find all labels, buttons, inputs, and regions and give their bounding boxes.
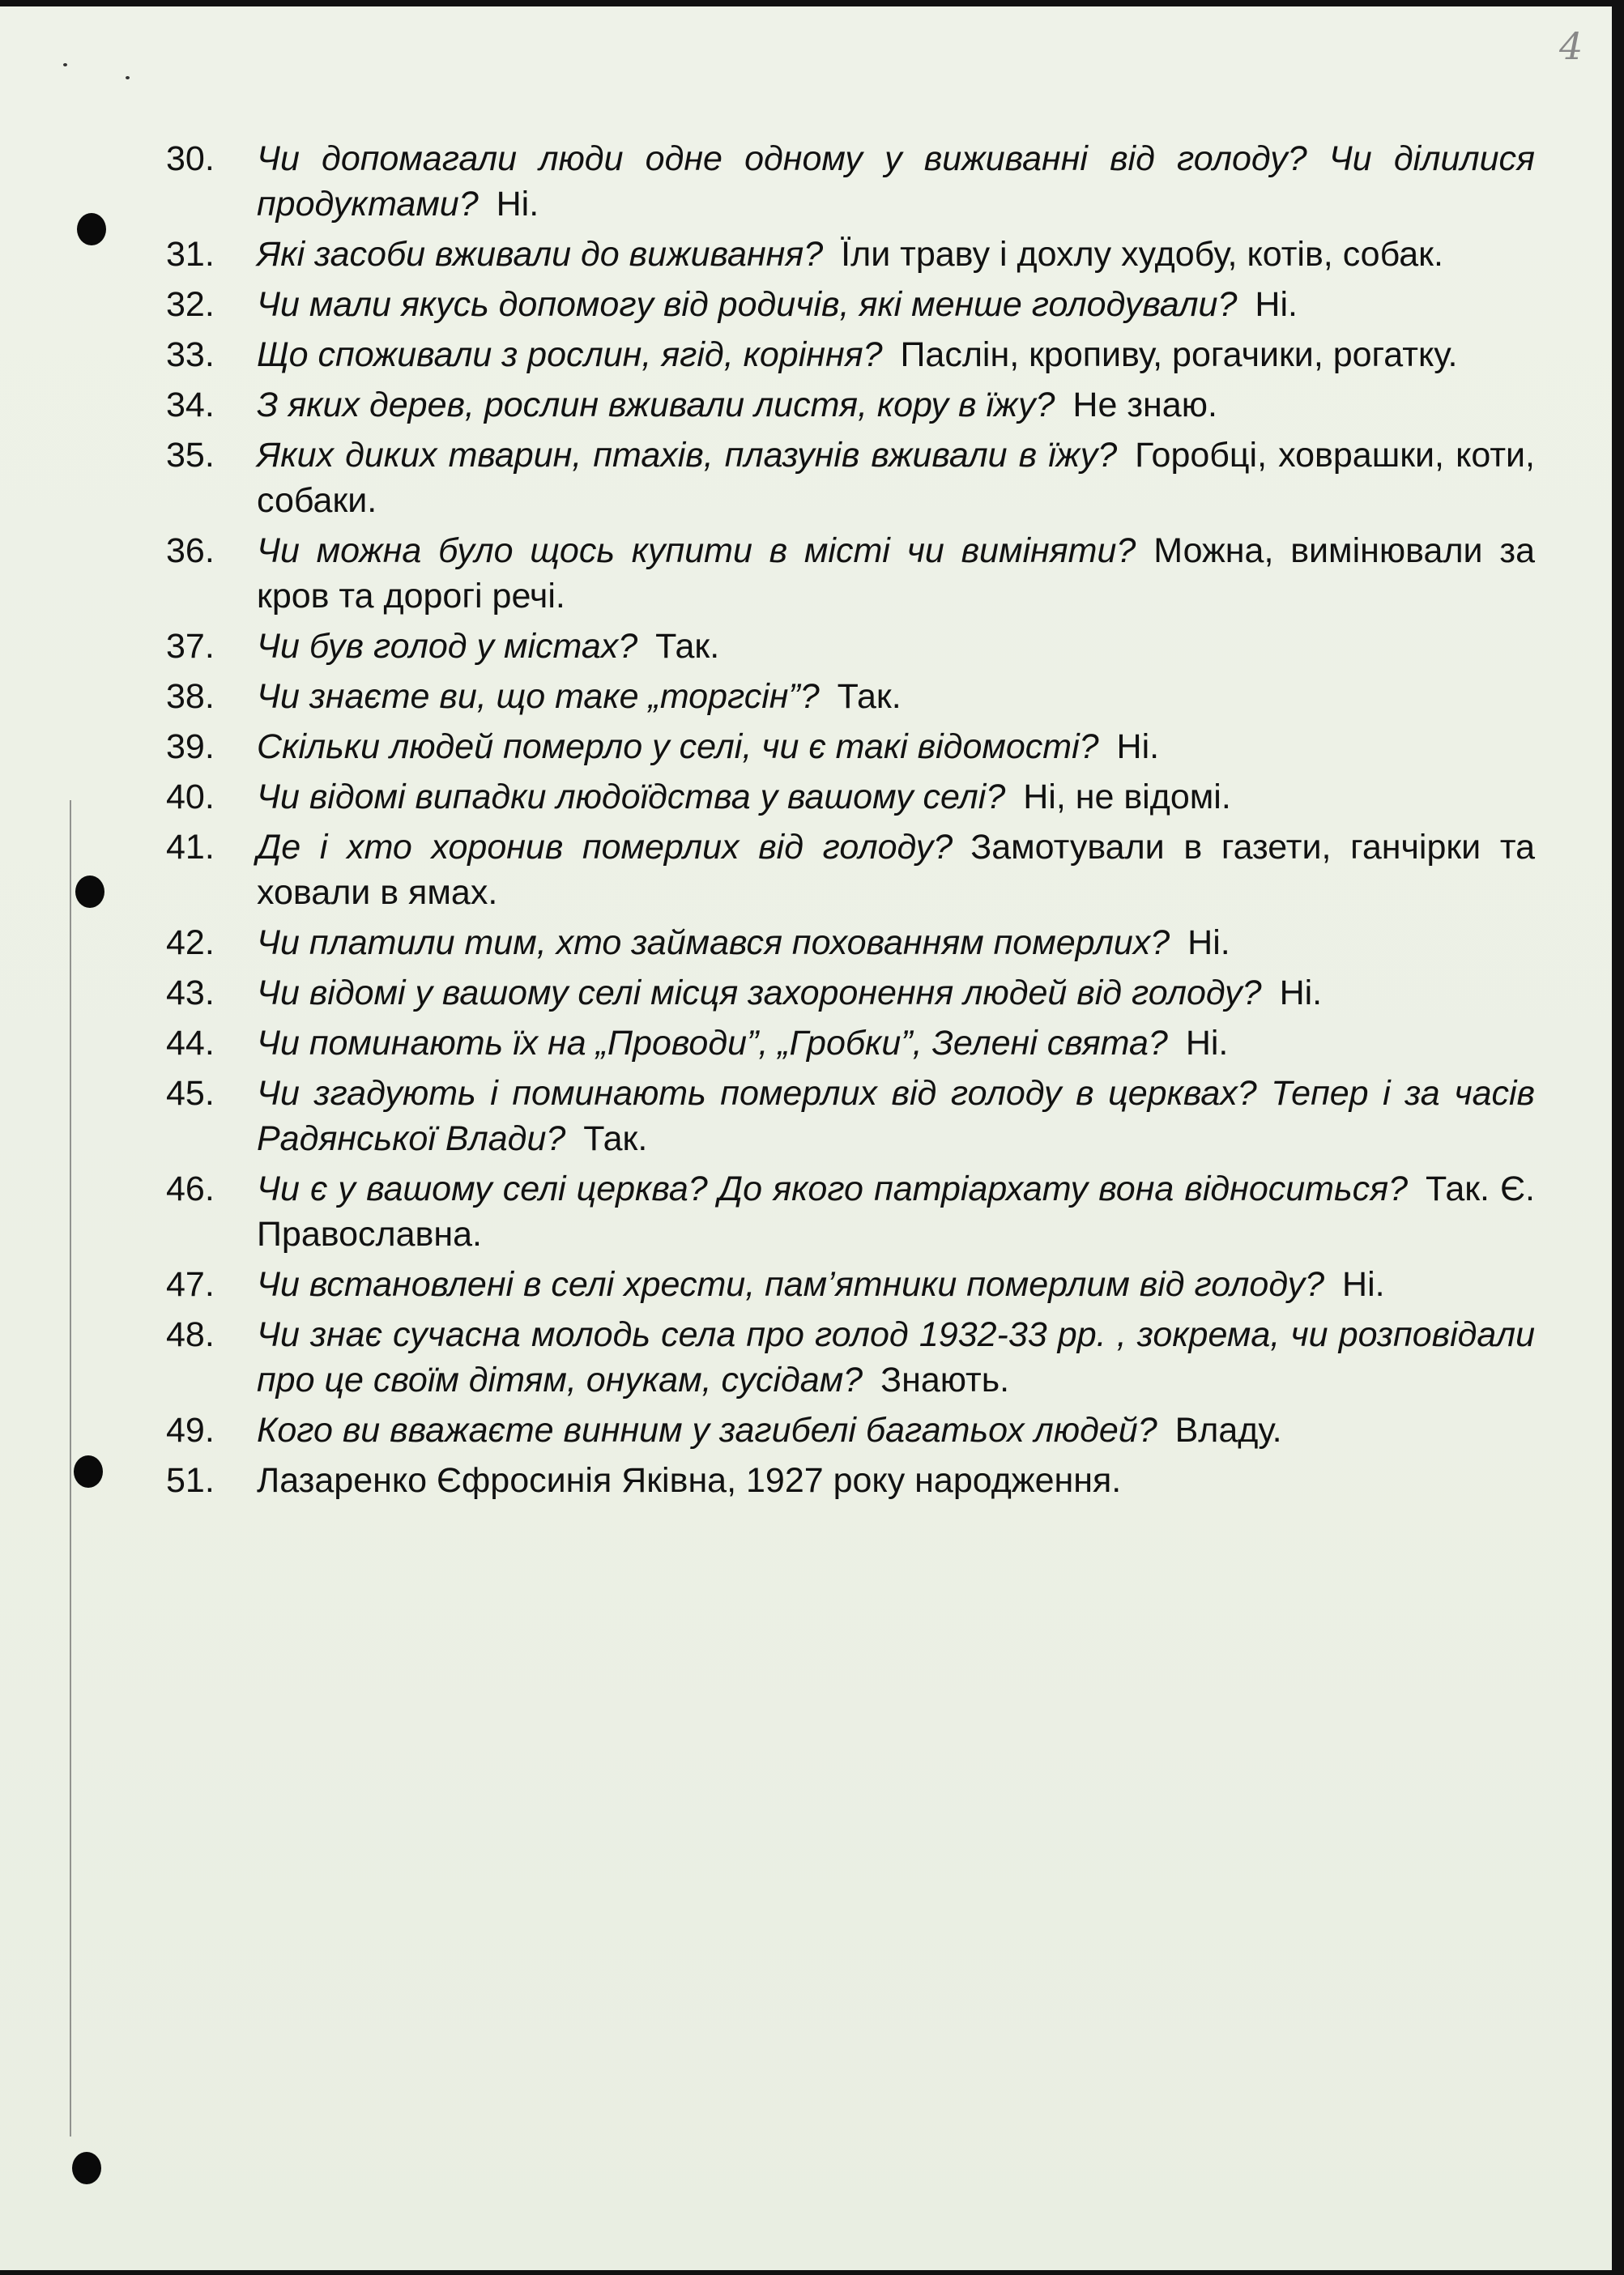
item-body <box>257 1312 1535 1403</box>
punch-hole <box>72 2152 101 2184</box>
item-body <box>257 332 1535 377</box>
question-text: Чи допомагали люди одне одному у виживанні від голоду? Чи ділилися продуктами? <box>257 139 1535 224</box>
question-item <box>166 332 1535 377</box>
document-page <box>0 6 1612 2270</box>
item-number: 39. <box>166 727 215 766</box>
question-item <box>166 282 1535 327</box>
answer-text: Ні. <box>1187 923 1230 962</box>
answer-text: Ні. <box>1342 1265 1385 1304</box>
page-number: 4 <box>1559 24 1584 68</box>
item-body <box>257 1020 1535 1066</box>
item-number: 48. <box>166 1315 215 1354</box>
question-text: Яких диких тварин, птахів, плазунів вживали в їжу? <box>257 436 1118 475</box>
answer-text: Ні, не відомі. <box>1023 778 1231 816</box>
question-item <box>166 970 1535 1016</box>
question-text: Які засоби вживали до виживання? <box>257 235 824 274</box>
question-text: Чи можна було щось купити в місті чи виміняти? <box>257 531 1136 570</box>
item-number: 32. <box>166 285 215 324</box>
question-item <box>166 1312 1535 1403</box>
item-number: 51. <box>166 1461 215 1500</box>
item-body <box>257 970 1535 1016</box>
question-item <box>166 624 1535 669</box>
question-text: Що споживали з рослин, ягід, коріння? <box>257 335 883 374</box>
question-text: Чи відомі у вашому селі місця захоронення людей від голоду? <box>257 973 1262 1012</box>
item-number: 49. <box>166 1411 215 1450</box>
question-text: Чи поминають їх на „Проводи”, „Гробки”, Зелені свята? <box>257 1024 1168 1063</box>
item-number: 43. <box>166 973 215 1012</box>
item-number: 35. <box>166 436 215 475</box>
question-text: Чи відомі випадки людоїдства у вашому селі? <box>257 778 1006 816</box>
item-body <box>257 1262 1535 1307</box>
question-item <box>166 382 1535 428</box>
item-number: 33. <box>166 335 215 374</box>
item-body <box>257 282 1535 327</box>
question-item <box>166 136 1535 227</box>
question-text: Чи мали якусь допомогу від родичів, які менше голодували? <box>257 285 1238 324</box>
item-number: 44. <box>166 1024 215 1063</box>
answer-text: Паслін, кропиву, рогачики, рогатку. <box>900 335 1458 374</box>
item-number: 40. <box>166 778 215 816</box>
item-number: 47. <box>166 1265 215 1304</box>
item-number: 42. <box>166 923 215 962</box>
item-body <box>257 1458 1535 1503</box>
question-item <box>166 1020 1535 1066</box>
answer-text: Так. <box>583 1119 648 1158</box>
question-text: Чи встановлені в селі хрести, пам’ятники померлим від голоду? <box>257 1265 1325 1304</box>
question-item <box>166 824 1535 915</box>
answer-text: Ні. <box>1185 1024 1229 1063</box>
question-item <box>166 1071 1535 1161</box>
item-body <box>257 1071 1535 1161</box>
item-body <box>257 824 1535 915</box>
question-text: Кого ви вважаєте винним у загибелі багатьох людей? <box>257 1411 1157 1450</box>
item-body <box>257 624 1535 669</box>
item-body <box>257 1166 1535 1257</box>
item-number: 37. <box>166 627 215 666</box>
question-item <box>166 232 1535 277</box>
question-item <box>166 774 1535 820</box>
item-number: 45. <box>166 1074 215 1113</box>
answer-text: Ні. <box>1255 285 1298 324</box>
item-body <box>257 674 1535 719</box>
item-body <box>257 136 1535 227</box>
item-number: 41. <box>166 828 215 867</box>
answer-text: Владу. <box>1174 1411 1282 1450</box>
item-number: 34. <box>166 386 215 424</box>
item-body <box>257 382 1535 428</box>
question-item <box>166 1166 1535 1257</box>
question-text: З яких дерев, рослин вживали листя, кору в їжу? <box>257 386 1055 424</box>
questionnaire-list <box>166 136 1535 1508</box>
item-number: 30. <box>166 139 215 178</box>
answer-text: Замотували в газети, ганчірки та ховали в ямах. <box>257 828 1535 912</box>
answer-text: Ні. <box>1279 973 1323 1012</box>
question-text: Чи згадують і поминають померлих від голоду в церквах? Тепер і за часів Радянської Влади? <box>257 1074 1535 1158</box>
punch-hole <box>74 1455 103 1488</box>
question-text: Чи знаєте ви, що таке „торгсін”? <box>257 677 820 716</box>
answer-text: Можна, вимінювали за кров та дорогі речі. <box>257 531 1535 616</box>
answer-text: Так. <box>837 677 902 716</box>
question-text: Чи знає сучасна молодь села про голод 1932-33 рр. , зокрема, чи розповідали про це своїм дітям, онукам, сусідам? <box>257 1315 1535 1400</box>
answer-text: Так. Є. Православна. <box>257 1169 1535 1254</box>
item-body <box>257 724 1535 769</box>
answer-text: Знають. <box>880 1361 1010 1400</box>
answer-text: Ні. <box>496 185 539 224</box>
answer-text: Лазаренко Єфросинія Яківна, 1927 року народження. <box>257 1461 1122 1500</box>
question-item <box>166 528 1535 619</box>
item-body <box>257 232 1535 277</box>
speck <box>63 63 67 66</box>
question-item <box>166 1408 1535 1453</box>
question-text: Чи є у вашому селі церква? До якого патріархату вона відноситься? <box>257 1169 1408 1208</box>
item-number: 36. <box>166 531 215 570</box>
question-item <box>166 1262 1535 1307</box>
answer-text: Їли траву і дохлу худобу, котів, собак. <box>841 235 1443 274</box>
question-text: Де і хто хоронив померлих від голоду? <box>257 828 953 867</box>
punch-hole <box>77 213 106 245</box>
speck <box>126 76 130 79</box>
question-item <box>166 1458 1535 1503</box>
answer-text: Так. <box>655 627 720 666</box>
item-number: 31. <box>166 235 215 274</box>
item-body <box>257 528 1535 619</box>
answer-text: Горобці, ховрашки, коти, собаки. <box>257 436 1535 520</box>
punch-hole <box>75 875 104 908</box>
item-number: 46. <box>166 1169 215 1208</box>
margin-line <box>70 800 71 2137</box>
item-number: 38. <box>166 677 215 716</box>
question-item <box>166 920 1535 965</box>
question-item <box>166 724 1535 769</box>
question-text: Чи був голод у містах? <box>257 627 638 666</box>
answer-text: Не знаю. <box>1072 386 1217 424</box>
item-body <box>257 432 1535 523</box>
item-body <box>257 920 1535 965</box>
item-body <box>257 1408 1535 1453</box>
question-item <box>166 674 1535 719</box>
question-item <box>166 432 1535 523</box>
question-text: Скільки людей померло у селі, чи є такі відомості? <box>257 727 1099 766</box>
item-body <box>257 774 1535 820</box>
question-text: Чи платили тим, хто займався похованням померлих? <box>257 923 1170 962</box>
answer-text: Ні. <box>1116 727 1160 766</box>
